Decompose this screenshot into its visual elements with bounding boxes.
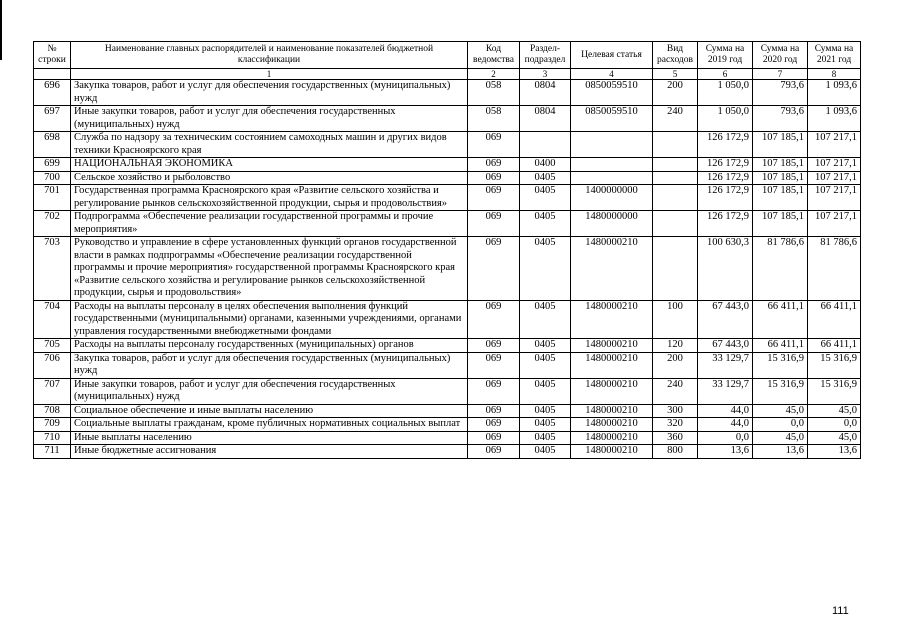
row-name: Закупка товаров, работ и услуг для обеспечения государственных (муниципальных) нужд — [71, 80, 468, 106]
row-dept-code: 069 — [468, 158, 520, 172]
header-target: Целевая статья — [571, 42, 653, 69]
row-number: 710 — [34, 431, 71, 445]
row-sum-2019: 126 172,9 — [698, 132, 753, 158]
row-sum-2021: 1 093,6 — [808, 106, 861, 132]
column-number: 8 — [808, 69, 861, 80]
row-target-code: 1480000210 — [571, 237, 653, 301]
table-body — [34, 80, 861, 459]
row-number: 696 — [34, 80, 71, 106]
row-target-code — [571, 132, 653, 158]
table-row — [34, 352, 861, 378]
row-name: НАЦИОНАЛЬНАЯ ЭКОНОМИКА — [71, 158, 468, 172]
row-expense-type — [653, 211, 698, 237]
row-name: Расходы на выплаты персоналу в целях обеспечения выполнения функций государственными (муниципальными) органами, казенными учреждениями, органами управления государственными внебюджетными фондами — [71, 300, 468, 339]
row-expense-type: 320 — [653, 418, 698, 432]
row-expense-type: 240 — [653, 106, 698, 132]
row-sum-2021: 1 093,6 — [808, 80, 861, 106]
row-sum-2021: 66 411,1 — [808, 339, 861, 353]
row-expense-type: 100 — [653, 300, 698, 339]
row-number: 697 — [34, 106, 71, 132]
row-sum-2021: 81 786,6 — [808, 237, 861, 301]
column-number — [34, 69, 71, 80]
row-sum-2020: 793,6 — [753, 80, 808, 106]
row-dept-code: 069 — [468, 418, 520, 432]
row-dept-code: 069 — [468, 352, 520, 378]
row-sum-2019: 13,6 — [698, 445, 753, 459]
row-target-code: 1480000210 — [571, 378, 653, 404]
table-row — [34, 106, 861, 132]
row-name: Государственная программа Красноярского края «Развитие сельского хозяйства и регулирование рынков сельскохозяйственной продукции, сырья и продовольствия» — [71, 185, 468, 211]
row-sum-2021: 107 217,1 — [808, 132, 861, 158]
table-row — [34, 158, 861, 172]
row-target-code: 1480000210 — [571, 352, 653, 378]
column-number: 7 — [753, 69, 808, 80]
row-name: Иные закупки товаров, работ и услуг для обеспечения государственных (муниципальных) нужд — [71, 106, 468, 132]
row-number: 701 — [34, 185, 71, 211]
column-number-row — [34, 69, 861, 80]
row-dept-code: 069 — [468, 171, 520, 185]
row-section-code: 0804 — [520, 106, 571, 132]
row-section-code: 0405 — [520, 185, 571, 211]
row-target-code: 1480000210 — [571, 418, 653, 432]
row-dept-code: 069 — [468, 431, 520, 445]
table-row — [34, 300, 861, 339]
row-expense-type: 360 — [653, 431, 698, 445]
column-number: 5 — [653, 69, 698, 80]
row-expense-type — [653, 185, 698, 211]
row-target-code: 1400000000 — [571, 185, 653, 211]
row-expense-type — [653, 237, 698, 301]
row-dept-code: 069 — [468, 211, 520, 237]
header-dept: Код ведомства — [468, 42, 520, 69]
row-section-code: 0405 — [520, 378, 571, 404]
column-number: 3 — [520, 69, 571, 80]
column-number: 1 — [71, 69, 468, 80]
row-name: Закупка товаров, работ и услуг для обеспечения государственных (муниципальных) нужд — [71, 352, 468, 378]
row-sum-2019: 126 172,9 — [698, 158, 753, 172]
row-number: 706 — [34, 352, 71, 378]
budget-table-container — [33, 41, 860, 459]
row-sum-2021: 0,0 — [808, 418, 861, 432]
row-number: 703 — [34, 237, 71, 301]
row-target-code — [571, 171, 653, 185]
header-sum-2019: Сумма на 2019 год — [698, 42, 753, 69]
row-sum-2020: 107 185,1 — [753, 132, 808, 158]
row-number: 705 — [34, 339, 71, 353]
header-row-no: № строки — [34, 42, 71, 69]
row-dept-code: 069 — [468, 237, 520, 301]
table-row — [34, 431, 861, 445]
row-sum-2019: 33 129,7 — [698, 352, 753, 378]
row-section-code: 0405 — [520, 418, 571, 432]
row-sum-2019: 100 630,3 — [698, 237, 753, 301]
row-sum-2020: 45,0 — [753, 404, 808, 418]
row-sum-2020: 793,6 — [753, 106, 808, 132]
row-name: Иные закупки товаров, работ и услуг для обеспечения государственных (муниципальных) нужд — [71, 378, 468, 404]
header-type: Вид расходов — [653, 42, 698, 69]
table-header-row — [34, 42, 861, 69]
table-row — [34, 80, 861, 106]
row-name: Служба по надзору за техническим состоянием самоходных машин и других видов техники Красноярского края — [71, 132, 468, 158]
row-section-code: 0405 — [520, 404, 571, 418]
row-name: Иные выплаты населению — [71, 431, 468, 445]
row-dept-code: 069 — [468, 378, 520, 404]
row-number: 699 — [34, 158, 71, 172]
row-dept-code: 058 — [468, 80, 520, 106]
row-sum-2020: 107 185,1 — [753, 171, 808, 185]
row-sum-2020: 107 185,1 — [753, 158, 808, 172]
row-name: Руководство и управление в сфере установленных функций органов государственной власти в рамках подпрограммы «Обеспечение реализации государственной программы и прочие мероприятия» государственной программы Красноярского края «Развитие сельского хозяйства и регулирование рынков сельскохозяйственной продукции, сырья и продовольствия» — [71, 237, 468, 301]
row-name: Иные бюджетные ассигнования — [71, 445, 468, 459]
table-row — [34, 418, 861, 432]
budget-table — [33, 41, 861, 459]
row-sum-2020: 13,6 — [753, 445, 808, 459]
row-expense-type: 120 — [653, 339, 698, 353]
row-target-code: 1480000210 — [571, 445, 653, 459]
row-expense-type — [653, 132, 698, 158]
row-name: Социальные выплаты гражданам, кроме публичных нормативных социальных выплат — [71, 418, 468, 432]
row-section-code: 0405 — [520, 431, 571, 445]
row-expense-type: 300 — [653, 404, 698, 418]
row-section-code: 0400 — [520, 158, 571, 172]
table-row — [34, 445, 861, 459]
row-section-code: 0405 — [520, 171, 571, 185]
row-target-code — [571, 158, 653, 172]
row-number: 707 — [34, 378, 71, 404]
table-row — [34, 378, 861, 404]
margin-rule — [0, 0, 2, 60]
row-sum-2019: 1 050,0 — [698, 80, 753, 106]
row-sum-2019: 67 443,0 — [698, 339, 753, 353]
page-number: 111 — [832, 605, 849, 617]
row-section-code: 0804 — [520, 80, 571, 106]
row-sum-2019: 1 050,0 — [698, 106, 753, 132]
row-sum-2020: 66 411,1 — [753, 300, 808, 339]
row-sum-2019: 44,0 — [698, 404, 753, 418]
row-section-code: 0405 — [520, 300, 571, 339]
row-sum-2021: 66 411,1 — [808, 300, 861, 339]
row-sum-2021: 45,0 — [808, 431, 861, 445]
table-row — [34, 171, 861, 185]
table-row — [34, 404, 861, 418]
table-row — [34, 185, 861, 211]
row-name: Расходы на выплаты персоналу государственных (муниципальных) органов — [71, 339, 468, 353]
row-section-code: 0405 — [520, 352, 571, 378]
table-row — [34, 339, 861, 353]
row-section-code: 0405 — [520, 339, 571, 353]
row-number: 698 — [34, 132, 71, 158]
row-number: 711 — [34, 445, 71, 459]
row-sum-2021: 107 217,1 — [808, 211, 861, 237]
row-target-code: 0850059510 — [571, 106, 653, 132]
row-dept-code: 069 — [468, 339, 520, 353]
table-row — [34, 132, 861, 158]
row-sum-2020: 107 185,1 — [753, 211, 808, 237]
row-dept-code: 069 — [468, 132, 520, 158]
row-expense-type: 200 — [653, 80, 698, 106]
row-sum-2020: 81 786,6 — [753, 237, 808, 301]
row-sum-2021: 13,6 — [808, 445, 861, 459]
row-number: 709 — [34, 418, 71, 432]
header-name: Наименование главных распорядителей и наименование показателей бюджетной классификации — [71, 42, 468, 69]
row-sum-2019: 0,0 — [698, 431, 753, 445]
row-sum-2019: 44,0 — [698, 418, 753, 432]
row-section-code: 0405 — [520, 445, 571, 459]
row-expense-type: 800 — [653, 445, 698, 459]
row-number: 704 — [34, 300, 71, 339]
row-sum-2019: 126 172,9 — [698, 211, 753, 237]
row-sum-2020: 15 316,9 — [753, 352, 808, 378]
row-target-code: 1480000000 — [571, 211, 653, 237]
row-sum-2021: 107 217,1 — [808, 171, 861, 185]
row-expense-type — [653, 158, 698, 172]
row-sum-2019: 67 443,0 — [698, 300, 753, 339]
row-sum-2021: 45,0 — [808, 404, 861, 418]
column-number: 6 — [698, 69, 753, 80]
row-sum-2020: 45,0 — [753, 431, 808, 445]
row-name: Сельское хозяйство и рыболовство — [71, 171, 468, 185]
row-dept-code: 069 — [468, 185, 520, 211]
row-sum-2019: 33 129,7 — [698, 378, 753, 404]
row-section-code: 0405 — [520, 237, 571, 301]
table-row — [34, 211, 861, 237]
header-section: Раздел-подраздел — [520, 42, 571, 69]
header-sum-2021: Сумма на 2021 год — [808, 42, 861, 69]
row-target-code: 1480000210 — [571, 300, 653, 339]
row-sum-2020: 15 316,9 — [753, 378, 808, 404]
column-number: 2 — [468, 69, 520, 80]
row-number: 700 — [34, 171, 71, 185]
row-sum-2021: 15 316,9 — [808, 378, 861, 404]
table-row — [34, 237, 861, 301]
row-section-code: 0405 — [520, 211, 571, 237]
row-sum-2019: 126 172,9 — [698, 171, 753, 185]
row-sum-2019: 126 172,9 — [698, 185, 753, 211]
row-expense-type: 200 — [653, 352, 698, 378]
row-dept-code: 069 — [468, 404, 520, 418]
row-sum-2020: 66 411,1 — [753, 339, 808, 353]
row-section-code — [520, 132, 571, 158]
row-sum-2021: 107 217,1 — [808, 158, 861, 172]
row-name: Социальное обеспечение и иные выплаты населению — [71, 404, 468, 418]
column-number: 4 — [571, 69, 653, 80]
row-dept-code: 069 — [468, 445, 520, 459]
row-sum-2021: 15 316,9 — [808, 352, 861, 378]
row-number: 708 — [34, 404, 71, 418]
row-expense-type: 240 — [653, 378, 698, 404]
row-target-code: 0850059510 — [571, 80, 653, 106]
row-sum-2021: 107 217,1 — [808, 185, 861, 211]
row-target-code: 1480000210 — [571, 431, 653, 445]
row-target-code: 1480000210 — [571, 404, 653, 418]
header-sum-2020: Сумма на 2020 год — [753, 42, 808, 69]
row-dept-code: 069 — [468, 300, 520, 339]
row-number: 702 — [34, 211, 71, 237]
row-name: Подпрограмма «Обеспечение реализации государственной программы и прочие мероприятия» — [71, 211, 468, 237]
row-target-code: 1480000210 — [571, 339, 653, 353]
row-expense-type — [653, 171, 698, 185]
row-dept-code: 058 — [468, 106, 520, 132]
row-sum-2020: 107 185,1 — [753, 185, 808, 211]
row-sum-2020: 0,0 — [753, 418, 808, 432]
